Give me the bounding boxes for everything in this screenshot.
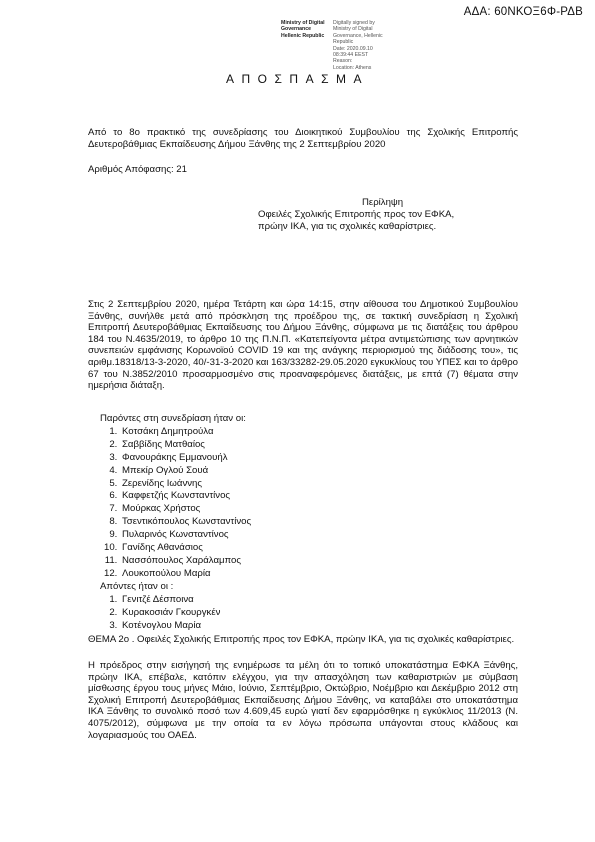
- present-heading: Παρόντες στη συνεδρίαση ήταν οι:: [100, 413, 246, 424]
- list-item: 7. Μούρκας Χρήστος: [120, 503, 520, 516]
- list-item: 11. Νασσόπουλος Χαράλαμπος: [120, 555, 520, 568]
- signature-detail-line: Ministry of Digital: [333, 26, 373, 33]
- proposal-paragraph: Η πρόεδρος στην εισήγησή της ενημέρωσε τα μέλη ότι το τοπικό υποκατάστημα ΕΦΚΑ Ξάνθης, πρώην ΙΚΑ, επέβαλε, κατόπιν ελέγχου, για την απασχόληση των καθαριστριών με σύμβαση μίσθωσης έργου τους μήνες Μάιο, Ιούνιο, Σεπτέμβριο, Οκτώβριο, Νοέμβριο και Δεκέμβριο 2012 στη Σχολική Επιτροπή Δευτεροβάθμιας Εκπαίδευσης Δήμου Ξάνθης, να καταβάλει στο υποκατάστημα ΙΚΑ Ξάνθης το συνολικό ποσό των 4.609,45 ευρώ γιατί δεν εφαρμόσθηκε η εγκύκλιος 11/2013 (Ν. 4075/2012), σύμφωνα με την οποία τα εν λόγω πρόσωπα υπάγονται στους κλάδους και λογαριασμούς του ΟΑΕΔ.: [88, 660, 518, 741]
- list-item: 1. Κοτσάκη Δημητρούλα: [120, 426, 520, 439]
- summary-heading: Περίληψη: [362, 197, 404, 208]
- present-members: [100, 413, 520, 632]
- list-item: 2. Κυρακοσιάν Γκουργκέν: [120, 607, 520, 620]
- list-item: 5. Ζερενίδης Ιωάννης: [120, 478, 520, 491]
- summary-line: Οφειλές Σχολικής Επιτροπής προς τον ΕΦΚΑ,: [258, 209, 455, 220]
- meeting-paragraph: Στις 2 Σεπτεμβρίου 2020, ημέρα Τετάρτη και ώρα 14:15, στην αίθουσα του Δημοτικού Συμβουλίου Ξάνθης, συνήλθε μετά από πρόσκληση της προέδρου της, σε τακτική συνεδρίαση η Σχολική Επιτροπή Δευτεροβάθμιας Εκπαίδευσης του Δήμου Ξάνθης, σύμφωνα με τις διατάξεις του άρθρου 184 του Ν.4635/2019, το άρθρο 10 της Π.Ν.Π. «Κατεπείγοντα μέτρα αντιμετώπισης των αρνητικών συνεπειών εμφάνισης Κορωνοϊού COVID 19 και της ανάγκης περιορισμού της διάδοσης του», τις αριθμ.18318/13-3-2020, 40/-31-3-2020 και 163/33282-29.05.2020 εγκυκλίους του ΥΠΕΣ και το άρθρο 67 του Ν.3852/2010 προσαρμοσμένο στις προαναφερόμενες διατάξεις, με επτά (7) θέματα στην ημερήσια διάταξη.: [88, 299, 518, 392]
- signature-detail-line: Republic: [333, 39, 354, 46]
- list-item: 6. Καφφετζής Κωνσταντίνος: [120, 490, 520, 503]
- document-title: ΑΠΟΣΠΑΣΜΑ: [225, 72, 369, 86]
- intro-paragraph: Από το 8ο πρακτικό της συνεδρίασης του Διοικητικού Συμβουλίου της Σχολικής Επιτροπής Δευτεροβάθμιας Εκπαίδευσης Δήμου Ξάνθης της 2 Σεπτεμβρίου 2020: [88, 127, 518, 150]
- list-item: 10. Γανίδης Αθανάσιος: [120, 542, 520, 555]
- signature-issuer: [281, 20, 331, 39]
- list-item: 4. Μπεκίρ Ογλού Σουά: [120, 465, 520, 478]
- signature-line: Governance: [281, 26, 311, 33]
- ada-code: ΑΔΑ: 60ΝΚΟΞ6Φ-ΡΔΒ: [463, 6, 583, 18]
- signature-detail-line: Date: 2020.09.10: [333, 45, 373, 52]
- signature-detail-line: Governance, Hellenic: [333, 32, 383, 39]
- list-item: 3. Κοτένογλου Μαρία: [120, 620, 520, 633]
- signature-line: Ministry of Digital: [281, 20, 325, 26]
- list-item: 3. Φανουράκης Εμμανουήλ: [120, 452, 520, 465]
- present-list: [100, 426, 520, 581]
- summary-line: πρώην ΙΚΑ, για τις σχολικές καθαρίστριες.: [258, 221, 437, 232]
- theme-heading: ΘΕΜΑ 2ο . Οφειλές Σχολικής Επιτροπής προς τον ΕΦΚΑ, πρώην ΙΚΑ, για τις σχολικές καθαρίστριες.: [88, 634, 515, 645]
- list-item: 9. Πυλαρινός Κωνσταντίνος: [120, 529, 520, 542]
- signature-detail-line: Reason:: [333, 58, 353, 65]
- summary-block: [258, 197, 518, 233]
- signature-detail-line: Digitally signed by: [333, 20, 375, 26]
- decision-number: Αριθμός Απόφασης: 21: [88, 164, 187, 175]
- signature-detail-line: Location: Athens: [333, 64, 372, 71]
- absent-heading: Απόντες ήταν οι :: [100, 580, 174, 592]
- absent-list: [100, 594, 520, 633]
- list-item: 8. Τσεντικόπουλος Κωνσταντίνος: [120, 516, 520, 529]
- list-item: 1. Γενιτζέ Δέσποινα: [120, 594, 520, 607]
- list-item: 12. Λουκοπούλου Μαρία: [120, 568, 520, 581]
- signature-detail-line: 08:39:44 EEST: [333, 52, 369, 59]
- list-item: 2. Σαββίδης Ματθαίος: [120, 439, 520, 452]
- signature-details: [333, 20, 443, 71]
- signature-line: Hellenic Republic: [281, 32, 325, 39]
